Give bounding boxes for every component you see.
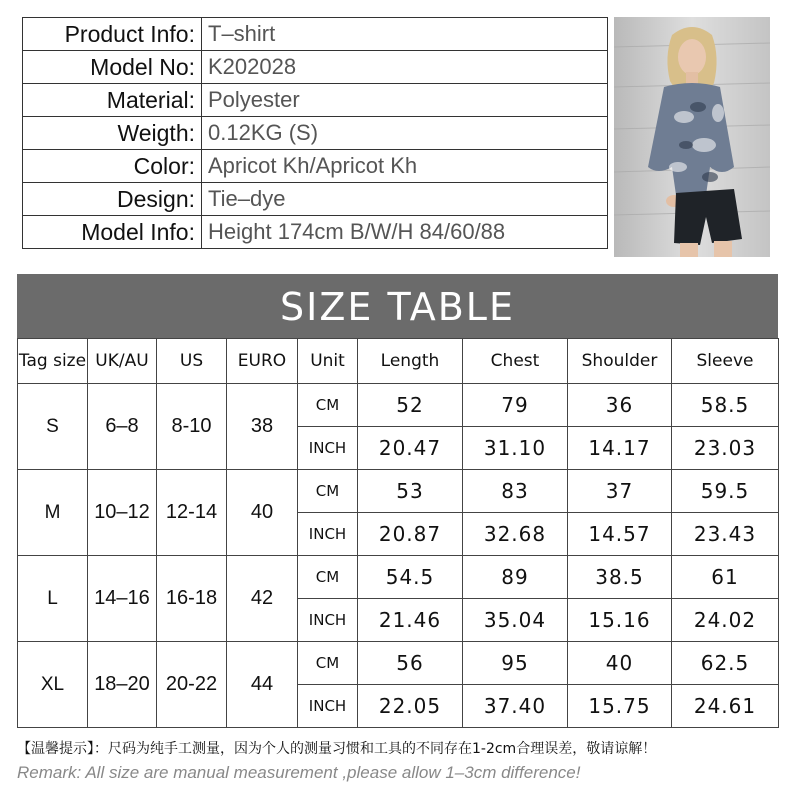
info-value: K202028: [202, 51, 608, 84]
info-value: Tie–dye: [202, 183, 608, 216]
shoulder-cell: 15.16: [568, 599, 672, 642]
us-cell: 8-10: [157, 384, 227, 470]
tag-size-cell: M: [18, 470, 88, 556]
euro-cell: 40: [227, 470, 298, 556]
uk-au-cell: 14–16: [88, 556, 157, 642]
unit-cell: INCH: [298, 685, 358, 728]
info-label: Material:: [23, 84, 202, 117]
size-row-s-cm: [18, 384, 779, 427]
info-value: Polyester: [202, 84, 608, 117]
chest-cell: 89: [463, 556, 568, 599]
us-cell: 20-22: [157, 642, 227, 728]
header-tag-size: Tag size: [18, 339, 88, 384]
info-row-product: [23, 18, 608, 51]
info-row-model-info: [23, 216, 608, 249]
shoulder-cell: 14.57: [568, 513, 672, 556]
chest-cell: 37.40: [463, 685, 568, 728]
unit-cell: INCH: [298, 513, 358, 556]
length-cell: 21.46: [358, 599, 463, 642]
chest-cell: 95: [463, 642, 568, 685]
chest-cell: 31.10: [463, 427, 568, 470]
size-table-title: SIZE TABLE: [17, 274, 778, 338]
euro-cell: 44: [227, 642, 298, 728]
uk-au-cell: 18–20: [88, 642, 157, 728]
info-label: Model Info:: [23, 216, 202, 249]
info-label: Product Info:: [23, 18, 202, 51]
header-unit: Unit: [298, 339, 358, 384]
info-value: Height 174cm B/W/H 84/60/88: [202, 216, 608, 249]
info-row-design: [23, 183, 608, 216]
info-value: 0.12KG (S): [202, 117, 608, 150]
uk-au-cell: 6–8: [88, 384, 157, 470]
measurement-note-cn: 【温馨提示】：尺码为纯手工测量，因为个人的测量习惯和工具的不同存在1-2cm合理误差，敬请谅解！: [17, 741, 657, 757]
size-row-xl-cm: [18, 642, 779, 685]
chest-cell: 32.68: [463, 513, 568, 556]
sleeve-cell: 24.02: [672, 599, 779, 642]
model-illustration: [614, 17, 770, 257]
size-table-header-row: [18, 339, 779, 384]
length-cell: 20.87: [358, 513, 463, 556]
sleeve-cell: 61: [672, 556, 779, 599]
unit-cell: INCH: [298, 427, 358, 470]
info-row-color: [23, 150, 608, 183]
info-label: Design:: [23, 183, 202, 216]
length-cell: 56: [358, 642, 463, 685]
product-info-table: [22, 17, 608, 249]
shoulder-cell: 15.75: [568, 685, 672, 728]
tag-size-cell: L: [18, 556, 88, 642]
sleeve-cell: 23.03: [672, 427, 779, 470]
length-cell: 54.5: [358, 556, 463, 599]
euro-cell: 42: [227, 556, 298, 642]
header-sleeve: Sleeve: [672, 339, 779, 384]
info-row-material: [23, 84, 608, 117]
info-row-weight: [23, 117, 608, 150]
unit-cell: CM: [298, 384, 358, 427]
unit-cell: CM: [298, 556, 358, 599]
info-value: T–shirt: [202, 18, 608, 51]
header-length: Length: [358, 339, 463, 384]
info-label: Weigth:: [23, 117, 202, 150]
shoulder-cell: 37: [568, 470, 672, 513]
uk-au-cell: 10–12: [88, 470, 157, 556]
sleeve-cell: 59.5: [672, 470, 779, 513]
unit-cell: INCH: [298, 599, 358, 642]
length-cell: 53: [358, 470, 463, 513]
length-cell: 52: [358, 384, 463, 427]
info-row-model-no: [23, 51, 608, 84]
measurement-note-en: Remark: All size are manual measurement ,please allow 1–3cm difference!: [17, 763, 581, 782]
shoulder-cell: 36: [568, 384, 672, 427]
us-cell: 16-18: [157, 556, 227, 642]
chest-cell: 79: [463, 384, 568, 427]
unit-cell: CM: [298, 470, 358, 513]
length-cell: 20.47: [358, 427, 463, 470]
size-row-l-cm: [18, 556, 779, 599]
sleeve-cell: 62.5: [672, 642, 779, 685]
size-row-m-cm: [18, 470, 779, 513]
sleeve-cell: 24.61: [672, 685, 779, 728]
shoulder-cell: 38.5: [568, 556, 672, 599]
chest-cell: 35.04: [463, 599, 568, 642]
header-chest: Chest: [463, 339, 568, 384]
unit-cell: CM: [298, 642, 358, 685]
model-photo: [614, 17, 770, 257]
us-cell: 12-14: [157, 470, 227, 556]
tag-size-cell: S: [18, 384, 88, 470]
shoulder-cell: 40: [568, 642, 672, 685]
info-value: Apricot Kh/Apricot Kh: [202, 150, 608, 183]
header-us: US: [157, 339, 227, 384]
header-shoulder: Shoulder: [568, 339, 672, 384]
euro-cell: 38: [227, 384, 298, 470]
tag-size-cell: XL: [18, 642, 88, 728]
info-label: Model No:: [23, 51, 202, 84]
info-label: Color:: [23, 150, 202, 183]
header-uk-au: UK/AU: [88, 339, 157, 384]
header-euro: EURO: [227, 339, 298, 384]
size-table: [17, 338, 779, 728]
sleeve-cell: 23.43: [672, 513, 779, 556]
chest-cell: 83: [463, 470, 568, 513]
length-cell: 22.05: [358, 685, 463, 728]
shoulder-cell: 14.17: [568, 427, 672, 470]
sleeve-cell: 58.5: [672, 384, 779, 427]
